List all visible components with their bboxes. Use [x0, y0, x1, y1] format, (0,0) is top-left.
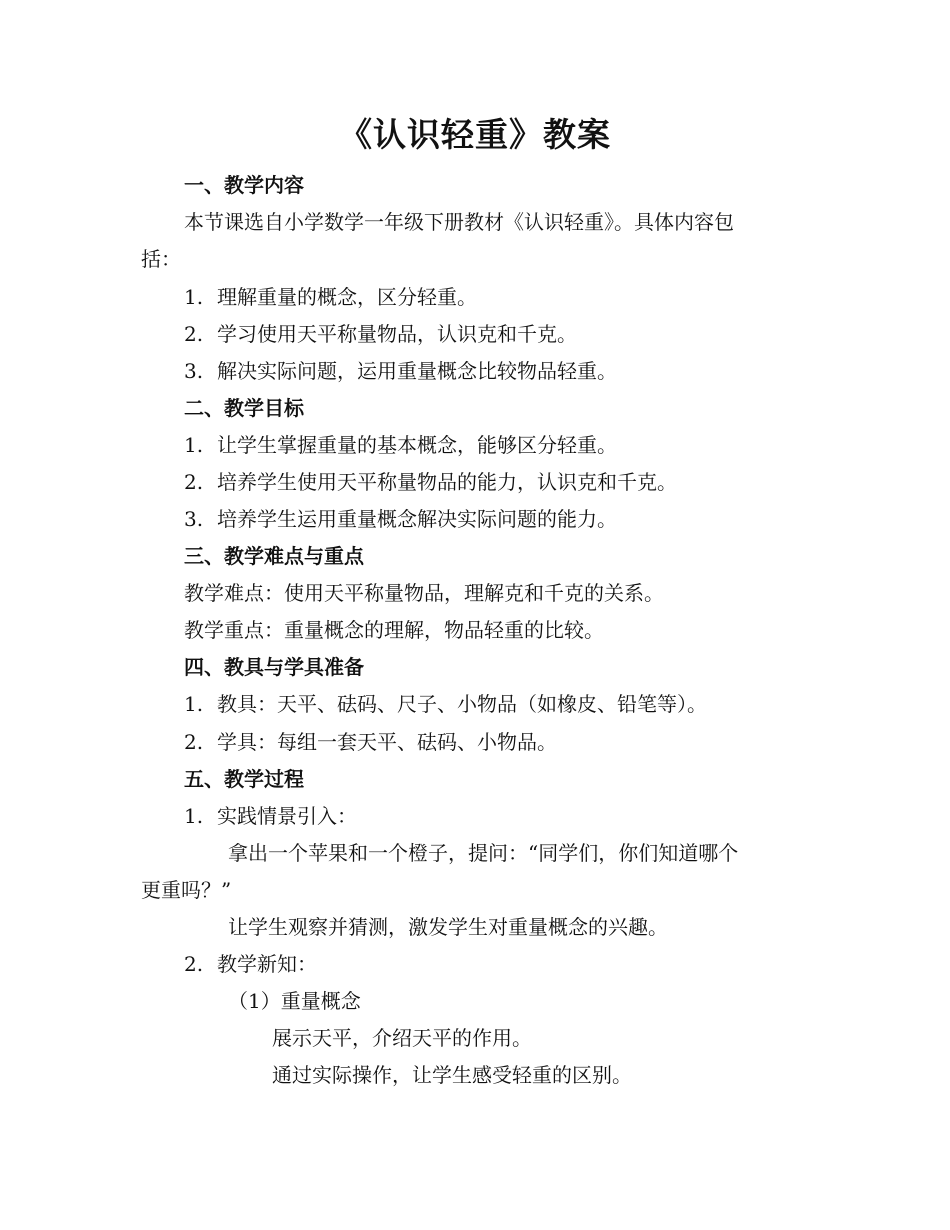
- key-point: 教学重点：重量概念的理解，物品轻重的比较。: [184, 618, 604, 642]
- item-number: 2.: [184, 322, 204, 346]
- item-number: 1.: [184, 285, 204, 309]
- goals-item-3: [184, 505, 824, 533]
- goals-item-2: [184, 468, 824, 496]
- document-title: 《认识轻重》教案: [339, 115, 611, 154]
- item-text: 让学生掌握重量的基本概念，能够区分轻重。: [217, 433, 617, 457]
- item-text: 教具：天平、砝码、尺子、小物品（如橡皮、铅笔等）。: [217, 692, 707, 716]
- step1-para1-line1: 拿出一个苹果和一个橙子，提问：“同学们，你们知道哪个: [228, 841, 739, 865]
- item-text: 解决实际问题，运用重量概念比较物品轻重。: [217, 359, 617, 383]
- step-label: 教学新知：: [217, 952, 317, 976]
- process-step-2: [184, 950, 824, 978]
- item-number: 3.: [184, 507, 204, 531]
- goals-item-1: [184, 431, 824, 459]
- step1-para1-line2: 更重吗？”: [141, 878, 232, 902]
- section-heading-content: 一、教学内容: [184, 173, 304, 197]
- item-text: 学习使用天平称量物品，认识克和千克。: [217, 322, 577, 346]
- content-item-1: [184, 283, 824, 311]
- step-label: 实践情景引入：: [217, 804, 357, 828]
- item-text: 理解重量的概念，区分轻重。: [217, 285, 477, 309]
- section-heading-tools: 四、教具与学具准备: [184, 655, 364, 679]
- item-number: 3.: [184, 359, 204, 383]
- item-text: 学具：每组一套天平、砝码、小物品。: [217, 730, 557, 754]
- content-intro-line1: 本节课选自小学数学一年级下册教材《认识轻重》。具体内容包: [184, 210, 734, 234]
- difficulty-point: 教学难点：使用天平称量物品，理解克和千克的关系。: [184, 581, 664, 605]
- item-number: 2.: [184, 730, 204, 754]
- step2-sub1-line1: 展示天平，介绍天平的作用。: [272, 1026, 532, 1050]
- item-number: 2.: [184, 952, 204, 976]
- section-heading-process: 五、教学过程: [184, 767, 304, 791]
- step2-sub1-line2: 通过实际操作，让学生感受轻重的区别。: [272, 1063, 632, 1087]
- section-heading-goals: 二、教学目标: [184, 396, 304, 420]
- section-heading-difficulty: 三、教学难点与重点: [184, 544, 364, 568]
- tools-item-1: [184, 690, 824, 718]
- item-number: 1.: [184, 804, 204, 828]
- item-number: 2.: [184, 470, 204, 494]
- content-intro-line2: 括：: [141, 247, 181, 271]
- item-number: 1.: [184, 433, 204, 457]
- item-text: 培养学生使用天平称量物品的能力，认识克和千克。: [217, 470, 677, 494]
- process-step-1: [184, 802, 824, 830]
- content-item-3: [184, 357, 824, 385]
- tools-item-2: [184, 728, 824, 756]
- item-number: 1.: [184, 692, 204, 716]
- content-item-2: [184, 320, 824, 348]
- item-text: 培养学生运用重量概念解决实际问题的能力。: [217, 507, 617, 531]
- step1-para2: 让学生观察并猜测，激发学生对重量概念的兴趣。: [228, 915, 668, 939]
- step2-sub1-label: （1）重量概念: [228, 989, 361, 1013]
